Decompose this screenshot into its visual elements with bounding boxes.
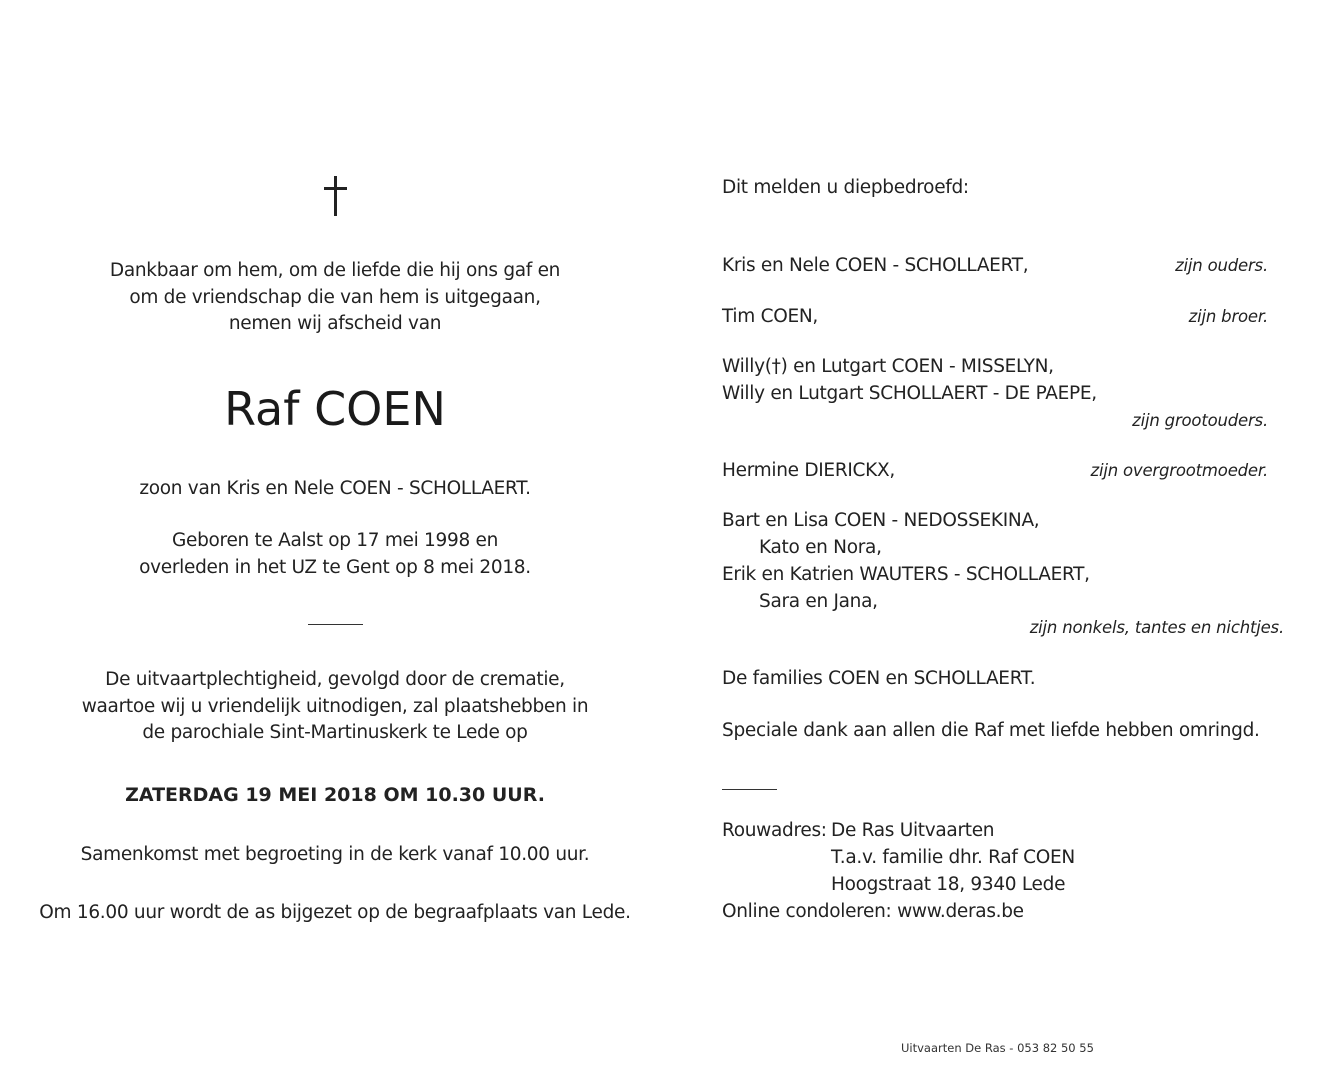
- online-condolence: Online condoleren: www.deras.be: [722, 901, 1024, 922]
- intro-line: nemen wij afscheid van: [228, 313, 442, 334]
- greatgrandmother-relation: zijn overgrootmoeder.: [1090, 461, 1268, 480]
- ceremony-date: ZATERDAG 19 MEI 2018 OM 10.30 UUR.: [125, 784, 545, 806]
- birth-death-text: [0, 528, 670, 581]
- parents-name: Kris en Nele COEN - SCHOLLAERT,: [722, 255, 1029, 276]
- grandparents-relation: zijn grootouders.: [1132, 411, 1268, 430]
- burial-text: Om 16.00 uur wordt de as bijgezet op de begraafplaats van Lede.: [39, 902, 631, 923]
- uncles-line: Erik en Katrien WAUTERS - SCHOLLAERT,: [722, 564, 1090, 585]
- uncles-line: Bart en Lisa COEN - NEDOSSEKINA,: [722, 510, 1040, 531]
- address-line: Hoogstraat 18, 9340 Lede: [831, 874, 1066, 895]
- divider: [308, 624, 363, 625]
- birth-line: Geboren te Aalst op 17 mei 1998 en: [171, 530, 499, 551]
- ceremony-line: de parochiale Sint-Martinuskerk te Lede op: [142, 722, 528, 743]
- uncles-line: Kato en Nora,: [759, 537, 882, 558]
- announcement: Dit melden u diepbedroefd:: [722, 177, 969, 198]
- thanks-text: Speciale dank aan allen die Raf met liefde hebben omringd.: [722, 720, 1260, 741]
- footer-text: Uitvaarten De Ras - 053 82 50 55: [901, 1041, 1094, 1055]
- address-block: [831, 817, 1075, 898]
- address-label: Rouwadres:: [722, 820, 827, 841]
- address-line: T.a.v. familie dhr. Raf COEN: [831, 847, 1075, 868]
- families-text: De families COEN en SCHOLLAERT.: [722, 668, 1036, 689]
- ceremony-line: De uitvaartplechtigheid, gevolgd door de crematie,: [105, 669, 565, 690]
- intro-text: [0, 258, 670, 338]
- uncles-line: Sara en Jana,: [759, 591, 878, 612]
- grandparents-names: [722, 353, 1097, 407]
- grandparents-line: Willy en Lutgart SCHOLLAERT - DE PAEPE,: [722, 383, 1097, 404]
- greatgrandmother-name: Hermine DIERICKX,: [722, 460, 895, 481]
- address-line: De Ras Uitvaarten: [831, 820, 995, 841]
- ceremony-text: [0, 667, 670, 747]
- ceremony-line: waartoe wij u vriendelijk uitnodigen, zal plaatshebben in: [81, 695, 589, 717]
- intro-line: Dankbaar om hem, om de liefde die hij ons gaf en: [109, 260, 561, 281]
- parents-relation: zijn ouders.: [1175, 256, 1268, 275]
- uncles-relation: zijn nonkels, tantes en nichtjes.: [1029, 618, 1284, 637]
- brother-relation: zijn broer.: [1188, 307, 1268, 326]
- divider: [722, 789, 777, 790]
- intro-line: om de vriendschap die van hem is uitgegaan,: [129, 286, 541, 308]
- deceased-name: Raf COEN: [224, 382, 446, 436]
- uncles-names: [722, 507, 1090, 615]
- gathering-text: Samenkomst met begroeting in de kerk vanaf 10.00 uur.: [80, 844, 590, 865]
- death-line: overleden in het UZ te Gent op 8 mei 2018.: [139, 556, 531, 578]
- grandparents-line: Willy(†) en Lutgart COEN - MISSELYN,: [722, 356, 1054, 377]
- son-of-text: zoon van Kris en Nele COEN - SCHOLLAERT.: [139, 478, 531, 499]
- brother-name: Tim COEN,: [722, 306, 818, 327]
